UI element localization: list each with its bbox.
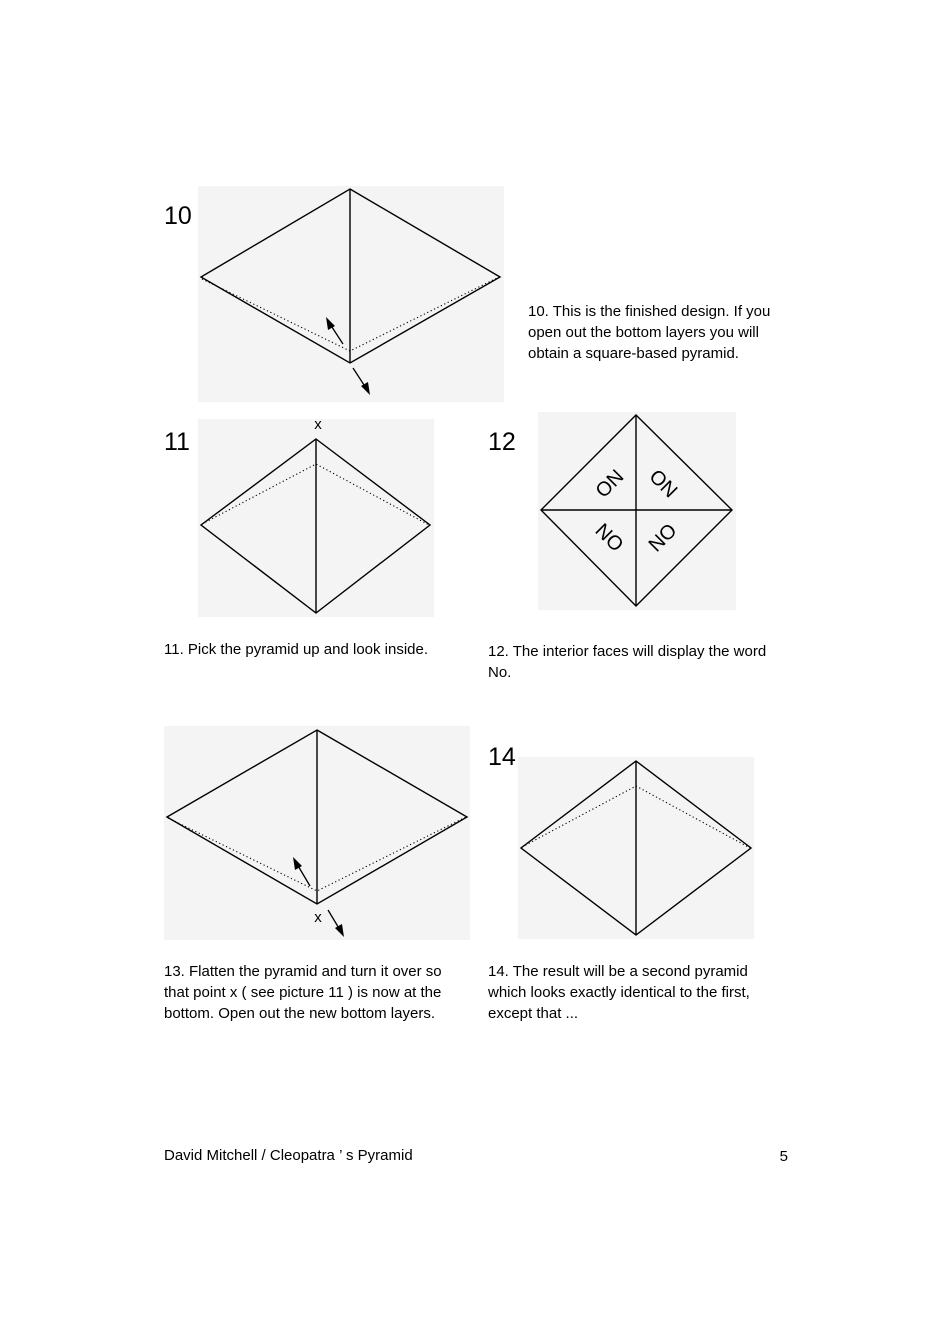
point-x-label: x [314, 909, 322, 926]
step-11-diagram [198, 413, 434, 617]
step-11-number: 11 [164, 428, 190, 456]
face-word-top-left: ON [591, 465, 629, 503]
footer-credit: David Mitchell / Cleopatra ’ s Pyramid [164, 1147, 413, 1164]
step-10-diagram [198, 186, 504, 402]
step-10-number: 10 [164, 202, 192, 230]
step-14-diagram [518, 757, 754, 939]
step-12-diagram [538, 412, 736, 610]
step-14-caption: 14. The result will be a second pyramid which looks exactly identical to the first, except that ... [488, 963, 750, 1022]
step-12-number: 12 [488, 428, 516, 456]
step-10-caption: 10. This is the finished design. If you open out the bottom layers you will obtain a square-based pyramid. [528, 303, 771, 362]
step-14-number: 14 [488, 743, 516, 771]
step-13-caption: 13. Flatten the pyramid and turn it over so that point x ( see picture 11 ) is now at the bottom. Open out the new bottom layers. [164, 963, 442, 1022]
step-12-caption: 12. The interior faces will display the word No. [488, 643, 767, 681]
face-word-bottom-right: NO [644, 519, 682, 557]
step-13-diagram [164, 726, 470, 940]
page-number: 5 [779, 1148, 788, 1165]
face-word-bottom-left: NO [590, 519, 628, 557]
face-word-top-right: ON [644, 465, 682, 503]
point-x-label: x [314, 416, 322, 433]
step-11-caption: 11. Pick the pyramid up and look inside. [164, 641, 429, 658]
